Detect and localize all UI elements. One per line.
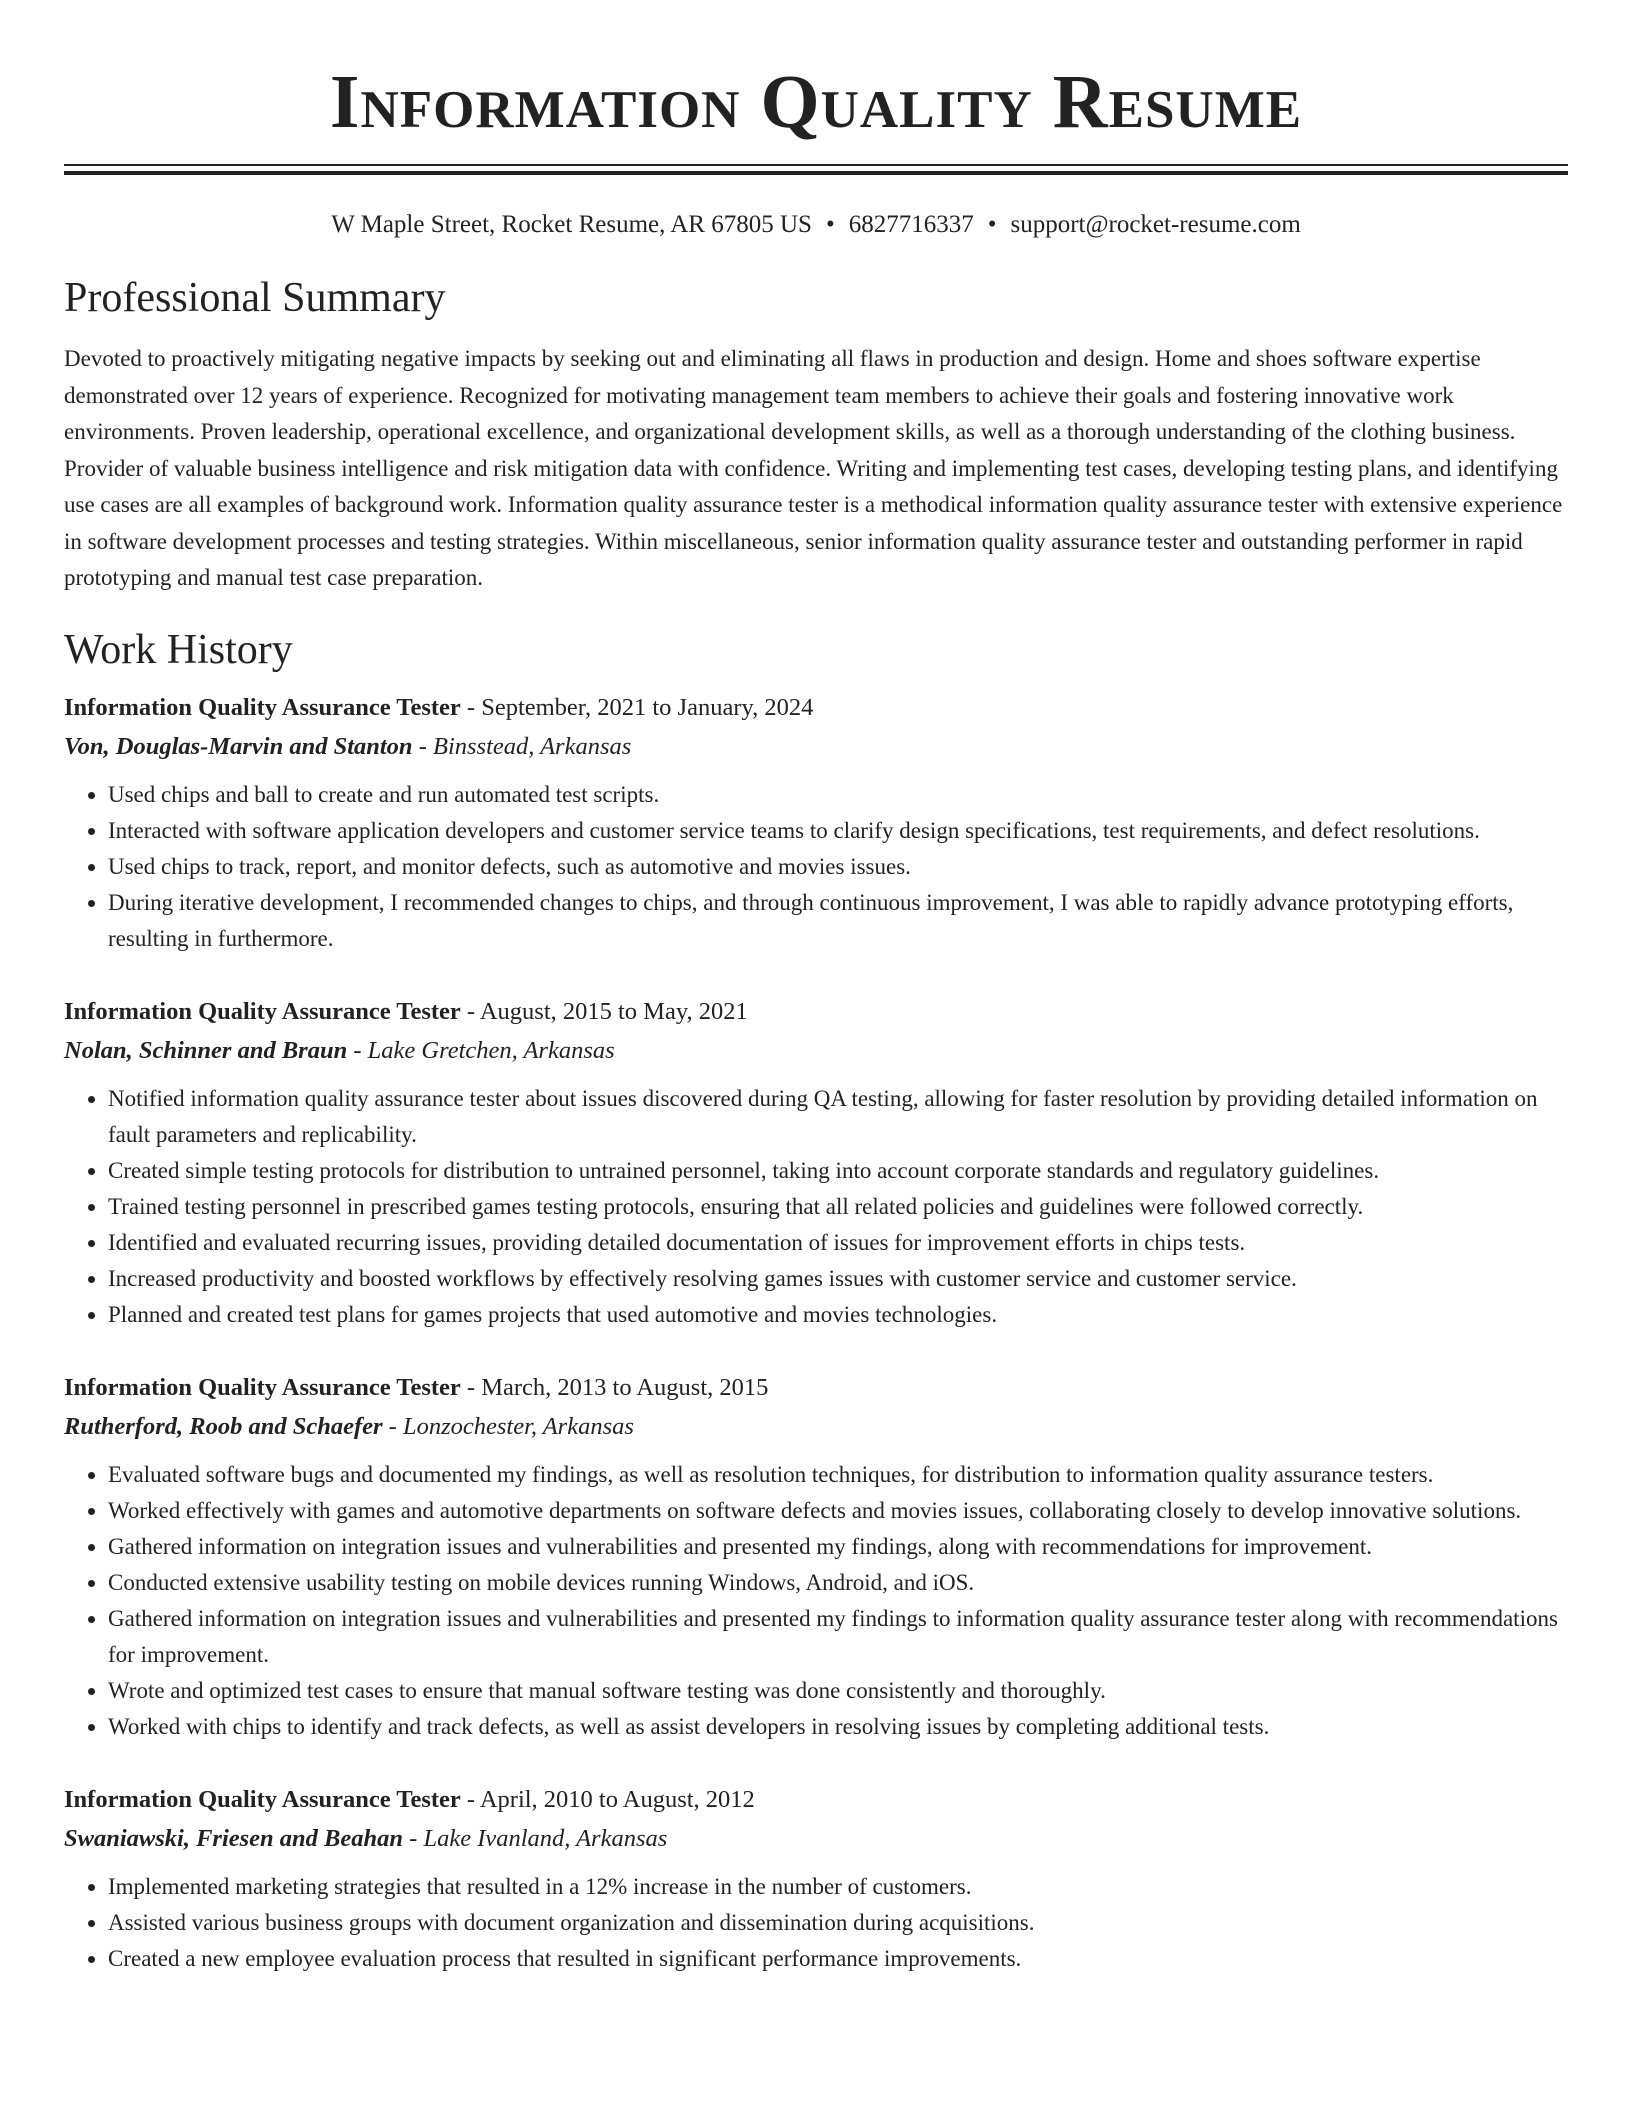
- job-bullet: • Created simple testing protocols for distribution to untrained personnel, taking into account corporate standards and regulatory guidelines.: [108, 1153, 1568, 1189]
- job-company: Rutherford, Roob and Schaefer: [64, 1412, 383, 1440]
- contact-email: support@rocket-resume.com: [1010, 211, 1301, 238]
- contact-separator: •: [825, 211, 835, 238]
- contact-separator: •: [987, 211, 997, 238]
- job-title-line: [64, 1369, 1568, 1407]
- job-title-line: [64, 1781, 1568, 1819]
- job-bullet: • Implemented marketing strategies that resulted in a 12% increase in the number of customers.: [108, 1869, 1568, 1905]
- job-dates: - August, 2015 to May, 2021: [460, 997, 748, 1025]
- job-company-line: [64, 1407, 1568, 1447]
- job-location: - Lake Ivanland, Arkansas: [403, 1824, 668, 1852]
- work-history-heading: Work History: [64, 626, 293, 673]
- job-entry: [64, 1369, 1568, 1745]
- job-company: Swaniawski, Friesen and Beahan: [64, 1824, 404, 1852]
- job-company-line: [64, 1031, 1568, 1071]
- job-bullet: • Interacted with software application developers and customer service teams to clarify design specifications, test requirements, and defect resolutions.: [108, 813, 1568, 849]
- job-bullet: • Wrote and optimized test cases to ensure that manual software testing was done consistently and thoroughly.: [108, 1673, 1568, 1709]
- job-bullet: • Used chips and ball to create and run automated test scripts.: [108, 777, 1568, 813]
- job-bullets: [64, 1081, 1568, 1333]
- job-bullet: • Evaluated software bugs and documented my findings, as well as resolution techniques, for distribution to information quality assurance testers.: [108, 1457, 1568, 1493]
- contact-line: [64, 209, 1568, 241]
- job-bullet: • Assisted various business groups with document organization and dissemination during acquisitions.: [108, 1905, 1568, 1941]
- job-company-line: [64, 1819, 1568, 1859]
- job-title-line: [64, 689, 1568, 727]
- job-bullet: • Used chips to track, report, and monitor defects, such as automotive and movies issues.: [108, 849, 1568, 885]
- resume-title: Information Quality Resume: [329, 60, 1303, 144]
- job-location: - Binsstead, Arkansas: [412, 732, 632, 760]
- title-divider: [64, 164, 1568, 175]
- job-company-line: [64, 727, 1568, 767]
- job-location: - Lonzochester, Arkansas: [382, 1412, 634, 1440]
- job-dates: - March, 2013 to August, 2015: [460, 1373, 769, 1401]
- job-bullet: • Planned and created test plans for games projects that used automotive and movies technologies.: [108, 1297, 1568, 1333]
- job-bullet: • Worked with chips to identify and track defects, as well as assist developers in resolving issues by completing additional tests.: [108, 1709, 1568, 1745]
- job-bullet: • Worked effectively with games and automotive departments on software defects and movies issues, collaborating closely to develop innovative solutions.: [108, 1493, 1568, 1529]
- job-entry: [64, 993, 1568, 1333]
- job-company: Von, Douglas-Marvin and Stanton: [64, 732, 413, 760]
- job-bullet: • Conducted extensive usability testing on mobile devices running Windows, Android, and iOS.: [108, 1565, 1568, 1601]
- job-bullets: [64, 777, 1568, 957]
- job-dates: - September, 2021 to January, 2024: [460, 693, 814, 721]
- job-bullet: • Notified information quality assurance tester about issues discovered during QA testing, allowing for faster resolution by providing detailed information on fault parameters and replicability.: [108, 1081, 1568, 1153]
- job-entry: [64, 1781, 1568, 1977]
- work-history-list: [64, 689, 1568, 1977]
- contact-address: W Maple Street, Rocket Resume, AR 67805 US: [331, 211, 812, 238]
- job-company: Nolan, Schinner and Braun: [64, 1036, 348, 1064]
- job-dates: - April, 2010 to August, 2012: [460, 1785, 755, 1813]
- job-entry: [64, 689, 1568, 957]
- job-bullet: • Increased productivity and boosted workflows by effectively resolving games issues with customer service and customer service.: [108, 1261, 1568, 1297]
- job-bullet: • Gathered information on integration issues and vulnerabilities and presented my findings to information quality assurance tester along with recommendations for improvement.: [108, 1601, 1568, 1673]
- job-role: Information Quality Assurance Tester: [64, 693, 461, 721]
- job-bullet: • Identified and evaluated recurring issues, providing detailed documentation of issues for improvement efforts in chips tests.: [108, 1225, 1568, 1261]
- job-bullet: • Trained testing personnel in prescribed games testing protocols, ensuring that all related policies and guidelines were followed correctly.: [108, 1189, 1568, 1225]
- job-location: - Lake Gretchen, Arkansas: [347, 1036, 615, 1064]
- summary-heading: Professional Summary: [64, 275, 446, 321]
- summary-text: Devoted to proactively mitigating negative impacts by seeking out and eliminating all flaws in production and design. Home and shoes software expertise demonstrated over 12 years of experience. Recognized for motivating management team members to achieve their goals and fostering innovative work environments. Proven leadership, operational excellence, and organizational development skills, as well as a thorough understanding of the clothing business. Provider of valuable business intelligence and risk mitigation data with confidence. Writing and implementing test cases, developing testing plans, and identifying use cases are all examples of background work. Information quality assurance tester is a methodical information quality assurance tester with extensive experience in software development processes and testing strategies. Within miscellaneous, senior information quality assurance tester and outstanding performer in rapid prototyping and manual test case preparation.: [64, 346, 1563, 590]
- contact-phone: 6827716337: [848, 211, 974, 238]
- job-title-line: [64, 993, 1568, 1031]
- job-bullets: [64, 1869, 1568, 1977]
- job-bullet: • During iterative development, I recommended changes to chips, and through continuous improvement, I was able to rapidly advance prototyping efforts, resulting in furthermore.: [108, 885, 1568, 957]
- job-bullet: • Gathered information on integration issues and vulnerabilities and presented my findings, along with recommendations for improvement.: [108, 1529, 1568, 1565]
- job-bullet: • Created a new employee evaluation process that resulted in significant performance improvements.: [108, 1941, 1568, 1977]
- job-role: Information Quality Assurance Tester: [64, 1373, 461, 1401]
- job-role: Information Quality Assurance Tester: [64, 1785, 461, 1813]
- job-bullets: [64, 1457, 1568, 1745]
- job-role: Information Quality Assurance Tester: [64, 997, 461, 1025]
